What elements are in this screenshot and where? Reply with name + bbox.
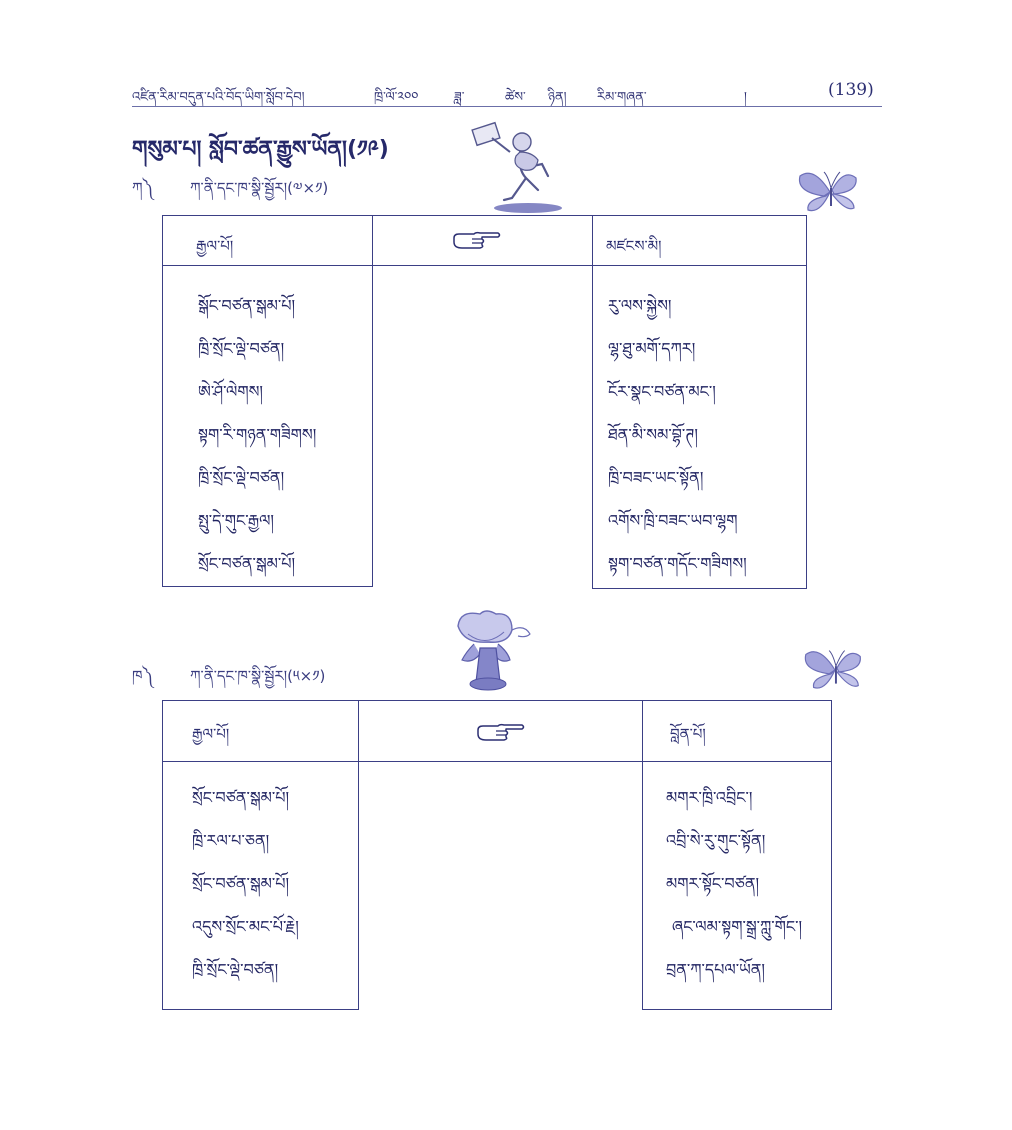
page-number: (139) — [828, 80, 874, 100]
exercise-2-right-item: བྲན་ཀ་དཔལ་ཡོན། — [666, 960, 765, 979]
exercise-2-right-item: མགར་སྟོང་བཙན། — [666, 874, 760, 893]
exercise-1-left-item: སྤུ་དེ་གུང་རྒྱལ། — [198, 511, 274, 530]
exercise-1-right-item: འགོས་ཁྲི་བཟང་ཡབ་ལྷག — [608, 511, 738, 530]
header-part: ཟླ་ — [454, 90, 465, 105]
pointing-hand-icon — [452, 230, 502, 252]
exercise-2-col-right-header: བློན་པོ། — [670, 725, 706, 743]
butterfly-icon — [800, 640, 868, 700]
header-edition: ཁྲི་ལོ་༢༠༠ — [374, 90, 419, 105]
header-rule — [132, 106, 882, 107]
header-title: འཛིན་རིམ་བདུན་པའི་བོད་ཡིག་སློབ་དེབ། — [132, 90, 305, 105]
exercise-2-right-item: ཞང་ལམ་སྟག་སྒྲ་ཀླུ་གོང་། — [672, 917, 803, 936]
exercise-2-label: ཁ༽ — [132, 667, 154, 685]
header-subject: ཚེས་ — [505, 90, 526, 105]
exercise-2-header-rule — [162, 761, 832, 762]
butterfly-icon — [794, 162, 864, 222]
exercise-1-left-item: སྒོང་བཙན་སྒམ་པོ། — [198, 296, 296, 315]
exercise-1-right-item: ངོར་སྣང་བཙན་མང་། — [608, 382, 716, 401]
exercise-1-col-right-header: མཛངས་མི། — [606, 237, 662, 255]
exercise-1-col-left-header: རྒྱལ་པོ། — [196, 237, 234, 255]
exercise-2-middle-top-rule — [359, 700, 642, 701]
exercise-2-instruction: ཀ་ནི་དང་ཁ་སྣི་སྦྱོར།(༥×༡) — [190, 667, 326, 685]
header-type: རིམ་གཞན་ — [597, 90, 647, 105]
section-title: གསུམ་པ། སློབ་ཚན་རྒྱུས་ཡོན།(༡༩) — [132, 137, 389, 162]
exercise-1-left-item: ཨེ་ཤོ་ལེགས། — [198, 382, 263, 401]
header-volume: ཉིན། — [548, 90, 567, 105]
exercise-1-left-item: ཁྲི་སྲོང་ལྡེ་བཙན། — [198, 339, 285, 358]
exercise-2-left-item: ཁྲི་རལ་པ་ཅན། — [192, 831, 270, 850]
exercise-1-middle-top-rule — [373, 215, 592, 216]
pointing-hand-icon — [476, 722, 526, 744]
exercise-1-right-item: ཐོན་མི་སམ་བྷོ་ཊ། — [608, 425, 698, 444]
exercise-1-header-rule — [162, 265, 807, 266]
exercise-1-left-item: སྟག་རི་གཉན་གཟིགས། — [198, 425, 317, 444]
running-figure-illustration — [466, 116, 570, 216]
exercise-1-left-item: སྲོང་བཙན་སྒམ་པོ། — [198, 554, 296, 573]
exercise-1-right-item: ལྷ་ཐུ་མགོ་དཀར། — [608, 339, 696, 358]
exercise-1-instruction: ཀ་ནི་དང་ཁ་སྣི་སྦྱོར།(༧×༡) — [190, 179, 329, 197]
flower-figure-illustration — [446, 608, 538, 694]
exercise-1-right-item: སྟག་བཙན་གདོང་གཟིགས། — [608, 554, 747, 573]
exercise-2-left-item: འདུས་སྲོང་མང་པོ་རྗེ། — [192, 917, 299, 936]
exercise-2-right-item: མགར་ཁྲི་འབྲིང་། — [666, 788, 753, 807]
exercise-1-right-item: ཁྲི་བཟང་ཡང་སྟོན། — [608, 468, 704, 487]
exercise-1-label: ཀ༽ — [132, 179, 154, 197]
exercise-2-right-item: འབྲི་སེ་རུ་གུང་སྟོན། — [666, 831, 766, 850]
exercise-1-right-item: རུ་ལས་སྐྱེས། — [608, 296, 672, 315]
running-header — [132, 80, 882, 106]
header-separator: ། — [744, 90, 747, 105]
exercise-2-col-left-header: རྒྱལ་པོ། — [192, 725, 230, 743]
exercise-2-left-item: སྲོང་བཙན་སྒམ་པོ། — [192, 874, 290, 893]
exercise-1-left-item: ཁྲི་སྲོང་ལྡེ་བཙན། — [198, 468, 285, 487]
exercise-2-left-item: སྲོང་བཙན་སྒམ་པོ། — [192, 788, 290, 807]
exercise-2-left-item: ཁྲི་སྲོང་ལྡེ་བཙན། — [192, 960, 279, 979]
